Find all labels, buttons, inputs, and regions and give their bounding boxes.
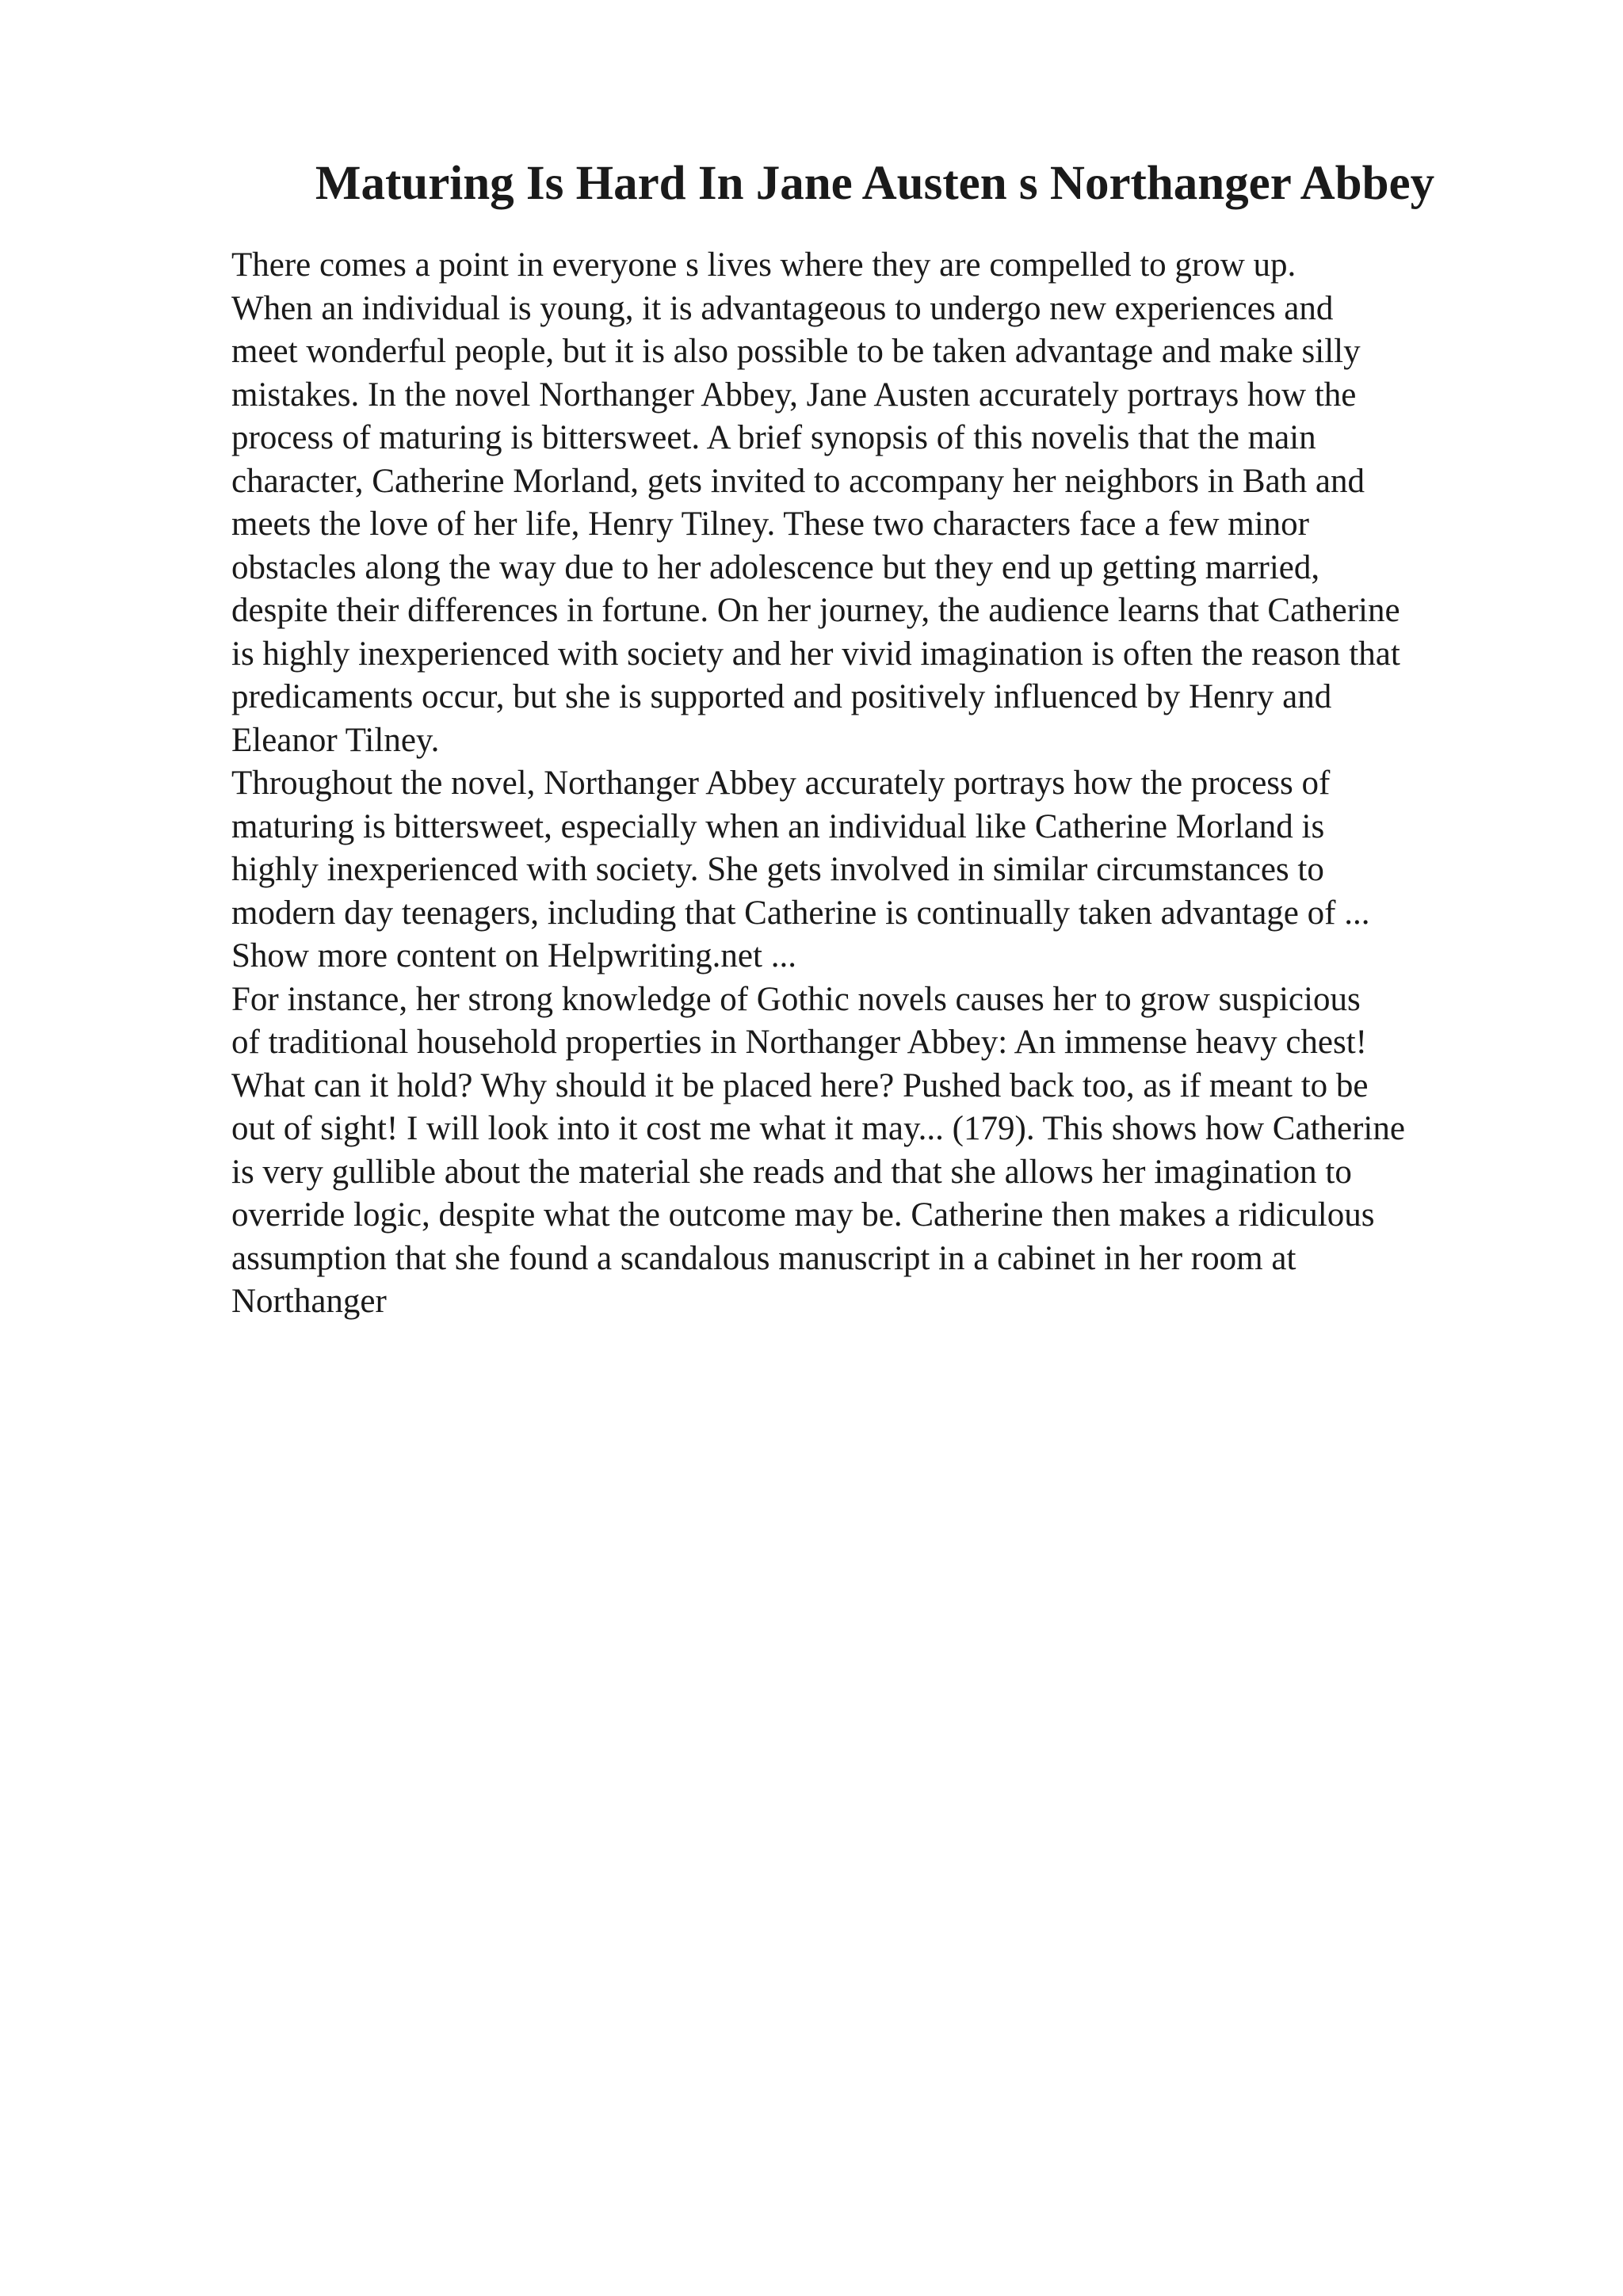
body-line: assumption that she found a scandalous manuscript in a cabinet in her room at <box>231 1239 1296 1277</box>
body-line: Northanger <box>231 1283 387 1320</box>
body-line: predicaments occur, but she is supported and positively influenced by Henry and <box>231 678 1332 715</box>
body-line: Show more content on Helpwriting.net ... <box>231 937 796 974</box>
body-line: despite their differences in fortune. On her journey, the audience learns that Catherine <box>231 592 1400 629</box>
body-line: maturing is bittersweet, especially when an individual like Catherine Morland is <box>231 807 1325 845</box>
body-line: What can it hold? Why should it be placed here? Pushed back too, as if meant to be <box>231 1066 1369 1104</box>
body-line: obstacles along the way due to her adolescence but they end up getting married, <box>231 548 1320 586</box>
body-line: highly inexperienced with society. She gets involved in similar circumstances to <box>231 851 1324 888</box>
body-line: process of maturing is bittersweet. A brief synopsis of this novelis that the main <box>231 419 1316 456</box>
body-line: Eleanor Tilney. <box>231 721 440 759</box>
body-line: When an individual is young, it is advantageous to undergo new experiences and <box>231 289 1334 327</box>
body-line: modern day teenagers, including that Catherine is continually taken advantage of ... <box>231 894 1370 932</box>
body-line: meets the love of her life, Henry Tilney. These two characters face a few minor <box>231 505 1309 543</box>
body-line: mistakes. In the novel Northanger Abbey, Jane Austen accurately portrays how the <box>231 376 1357 414</box>
document-title: Maturing Is Hard In Jane Austen s Northanger Abbey <box>315 157 1435 210</box>
body-line: There comes a point in everyone s lives where they are compelled to grow up. <box>231 246 1296 284</box>
body-line: of traditional household properties in Northanger Abbey: An immense heavy chest! <box>231 1024 1367 1061</box>
body-line: character, Catherine Morland, gets invited to accompany her neighbors in Bath and <box>231 462 1365 500</box>
body-line: is very gullible about the material she reads and that she allows her imagination to <box>231 1153 1352 1191</box>
body-line: override logic, despite what the outcome may be. Catherine then makes a ridiculous <box>231 1196 1375 1234</box>
body-line: is highly inexperienced with society and her vivid imagination is often the reason that <box>231 635 1400 673</box>
document-body <box>231 244 1610 1324</box>
body-line: out of sight! I will look into it cost me what it may... (179). This shows how Catherine <box>231 1110 1405 1147</box>
body-line: meet wonderful people, but it is also possible to be taken advantage and make silly <box>231 333 1361 370</box>
body-line: For instance, her strong knowledge of Gothic novels causes her to grow suspicious <box>231 980 1361 1018</box>
body-line: Throughout the novel, Northanger Abbey accurately portrays how the process of <box>231 765 1331 802</box>
